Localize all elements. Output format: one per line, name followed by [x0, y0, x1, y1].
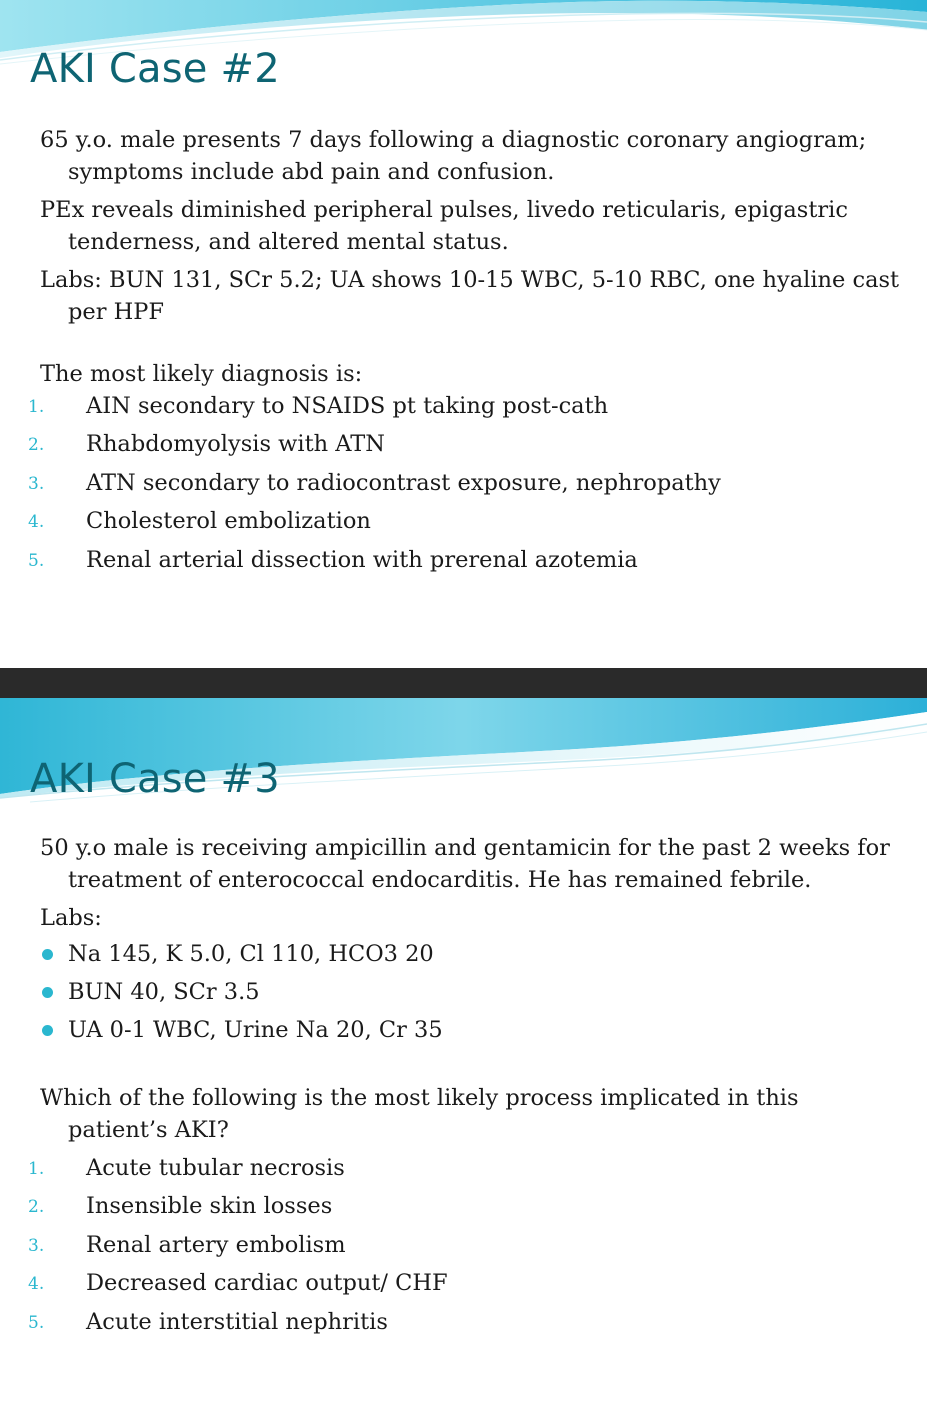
- option-number: 5.: [28, 1312, 45, 1333]
- option-text: Cholesterol embolization: [86, 508, 371, 535]
- lab-text: BUN 40, SCr 3.5: [68, 979, 260, 1005]
- lab-text: Na 145, K 5.0, Cl 110, HCO3 20: [68, 941, 434, 967]
- answer-options-list: [28, 1152, 900, 1344]
- option-number: 4.: [28, 1274, 45, 1295]
- answer-option: [28, 544, 900, 582]
- lab-item: [40, 976, 900, 1014]
- lab-text: UA 0-1 WBC, Urine Na 20, Cr 35: [68, 1017, 443, 1043]
- case-body: [28, 832, 900, 1344]
- answer-option: [28, 1229, 900, 1267]
- case-presentation-text: 50 y.o male is receiving ampicillin and gentamicin for the past 2 weeks for treatment of enterococcal endocarditis. He has remained febrile.: [40, 835, 890, 893]
- option-text: Acute tubular necrosis: [86, 1155, 345, 1181]
- labs-text: Labs: BUN 131, SCr 5.2; UA shows 10-15 WBC, 5-10 RBC, one hyaline cast per HPF: [40, 267, 900, 325]
- option-text: AIN secondary to NSAIDS pt taking post-cath: [86, 393, 609, 419]
- option-text: Renal arterial dissection with prerenal azotemia: [86, 546, 638, 573]
- option-text: Insensible skin losses: [86, 1193, 333, 1220]
- option-number: 3.: [28, 1235, 45, 1256]
- labs-label: Labs:: [40, 905, 102, 931]
- slide-aki-case-3: [0, 698, 927, 1402]
- physical-exam-text: PEx reveals diminished peripheral pulses, livedo reticularis, epigastric tenderness, and altered mental status.: [40, 197, 848, 255]
- answer-option: [28, 1306, 900, 1344]
- answer-option: [28, 467, 900, 505]
- option-number: 5.: [28, 550, 45, 571]
- slide-divider: [0, 668, 927, 698]
- answer-options-list: [28, 390, 900, 582]
- answer-option: [28, 505, 900, 543]
- slide-title: AKI Case #3: [30, 756, 280, 802]
- option-number: 3.: [28, 473, 45, 494]
- option-number: 1.: [28, 1159, 45, 1179]
- lab-item: [40, 1014, 900, 1052]
- answer-option: [28, 1190, 900, 1228]
- option-text: Decreased cardiac output/ CHF: [86, 1270, 448, 1297]
- option-number: 4.: [28, 512, 45, 533]
- slide-title: AKI Case #2: [30, 46, 280, 92]
- option-text: Acute interstitial nephritis: [86, 1308, 388, 1335]
- labs-list: [40, 938, 900, 1052]
- slide-aki-case-2: [0, 0, 927, 668]
- case-presentation-text: 65 y.o. male presents 7 days following a diagnostic coronary angiogram; symptoms include abd pain and confusion.: [40, 127, 867, 185]
- bullet-icon: [42, 987, 53, 998]
- option-text: Renal artery embolism: [86, 1231, 346, 1258]
- option-text: Rhabdomyolysis with ATN: [86, 431, 385, 458]
- bullet-icon: [42, 1025, 53, 1036]
- option-number: 2.: [28, 435, 45, 456]
- lab-item: [40, 938, 900, 976]
- option-number: 2.: [28, 1197, 45, 1218]
- question-text: The most likely diagnosis is:: [40, 361, 363, 387]
- case-body: [28, 124, 900, 582]
- answer-option: [28, 1152, 900, 1190]
- answer-option: [28, 428, 900, 466]
- bullet-icon: [42, 949, 53, 960]
- answer-option: [28, 390, 900, 428]
- option-number: 1.: [28, 397, 45, 417]
- question-text: Which of the following is the most likely process implicated in this patient’s AKI?: [40, 1085, 799, 1143]
- answer-option: [28, 1267, 900, 1305]
- option-text: ATN secondary to radiocontrast exposure, nephropathy: [86, 469, 721, 496]
